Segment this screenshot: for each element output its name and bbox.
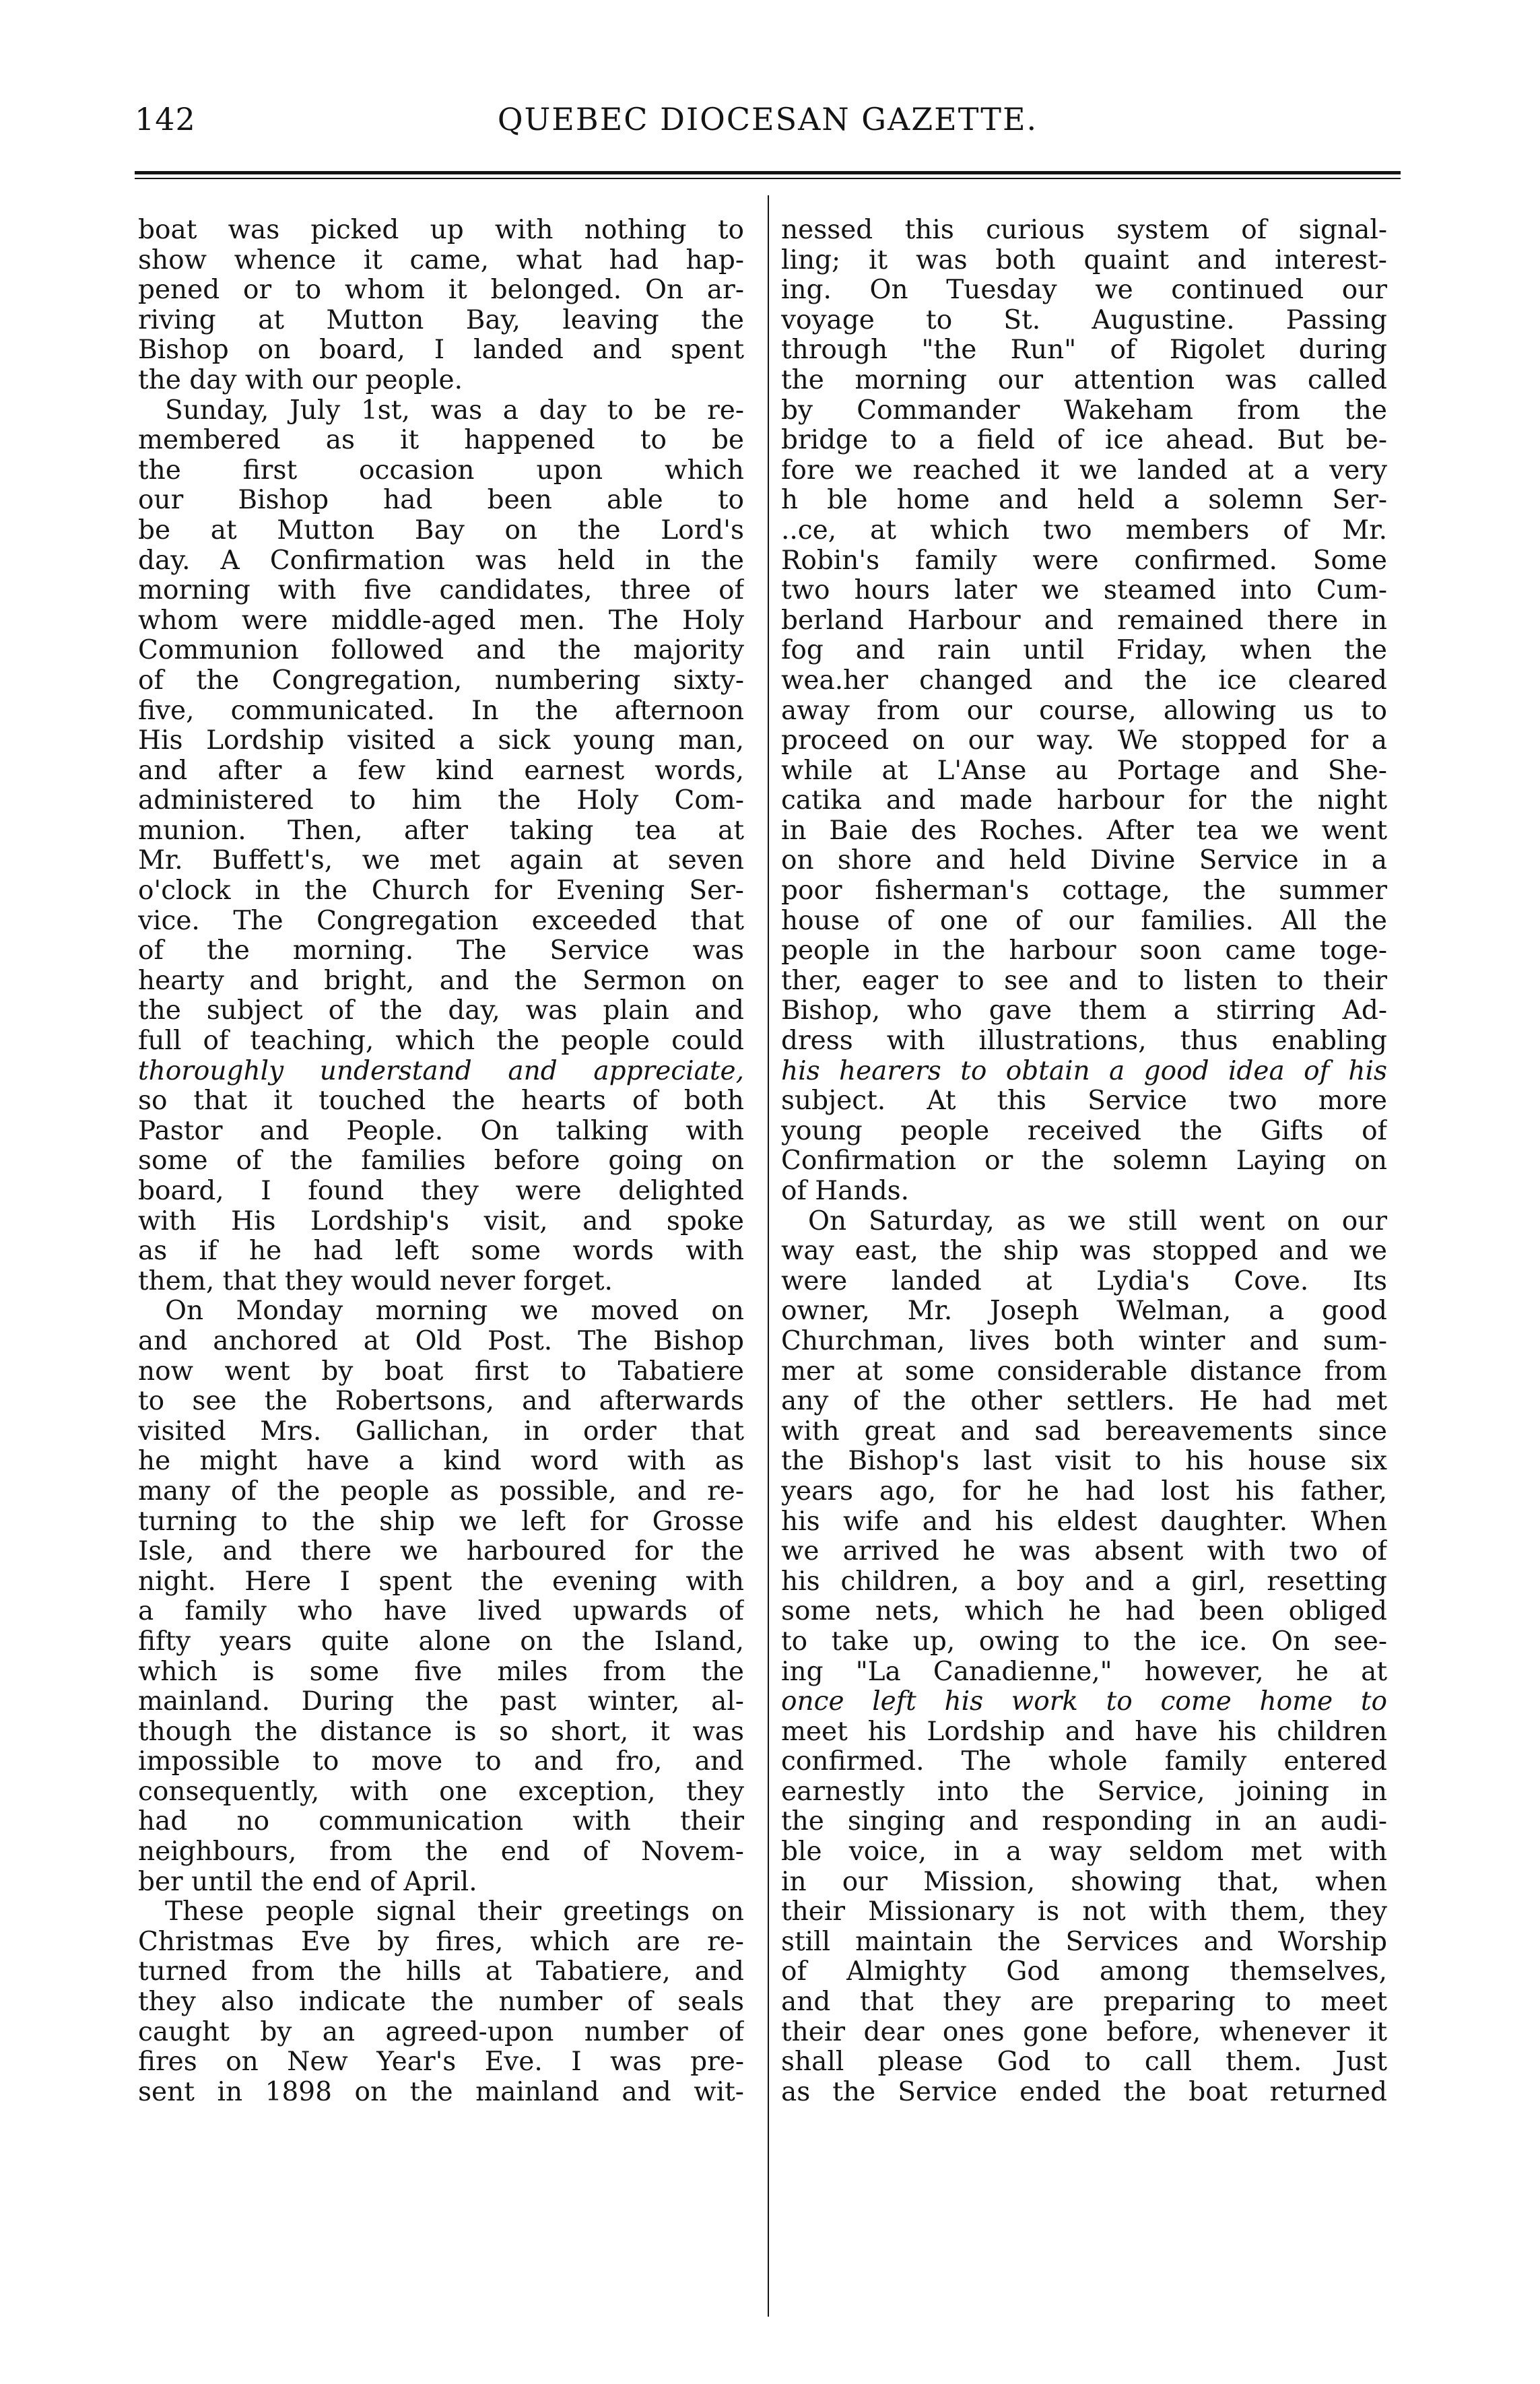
text-line: on shore and held Divine Service in a bbox=[781, 846, 1387, 876]
text-line: with great and sad bereavements since bbox=[781, 1416, 1387, 1447]
text-line: morning with five candidates, three of bbox=[138, 576, 744, 606]
text-line: Churchman, lives both winter and sum- bbox=[781, 1326, 1387, 1356]
text-line: ing. On Tuesday we continued our bbox=[781, 275, 1387, 306]
text-line: house of one of our families. All the bbox=[781, 906, 1387, 936]
right-column bbox=[781, 216, 1387, 2330]
header-rule-thick bbox=[135, 171, 1401, 174]
text-line: shall please God to call them. Just bbox=[781, 2047, 1387, 2078]
text-line: sent in 1898 on the mainland and wit- bbox=[138, 2077, 744, 2107]
text-line: pened or to whom it belonged. On ar- bbox=[138, 275, 744, 306]
text-line: to take up, owing to the ice. On see- bbox=[781, 1626, 1387, 1657]
text-line: meet his Lordship and have his children bbox=[781, 1717, 1387, 1747]
text-line: boat was picked up with nothing to bbox=[138, 216, 744, 245]
text-line: ble voice, in a way seldom met with bbox=[781, 1837, 1387, 1867]
text-line: Christmas Eve by fires, which are re- bbox=[138, 1927, 744, 1957]
text-line: years ago, for he had lost his father, bbox=[781, 1476, 1387, 1506]
text-line: Confirmation or the solemn Laying on bbox=[781, 1146, 1387, 1177]
text-line: and anchored at Old Post. The Bishop bbox=[138, 1326, 744, 1356]
text-line: voyage to St. Augustine. Passing bbox=[781, 305, 1387, 335]
text-line: the morning our attention was called bbox=[781, 365, 1387, 395]
text-line: some nets, which he had been obliged bbox=[781, 1597, 1387, 1627]
text-line: membered as it happened to be bbox=[138, 426, 744, 456]
text-line: mer at some considerable distance from bbox=[781, 1356, 1387, 1387]
text-line: hearty and bright, and the Sermon on bbox=[138, 966, 744, 996]
text-line: and after a few kind earnest words, bbox=[138, 756, 744, 786]
text-line: mainland. During the past winter, al- bbox=[138, 1687, 744, 1717]
text-line: he might have a kind word with as bbox=[138, 1447, 744, 1477]
text-line: of the morning. The Service was bbox=[138, 936, 744, 966]
text-line: our Bishop had been able to bbox=[138, 486, 744, 516]
text-line: fore we reached it we landed at a very bbox=[781, 455, 1387, 486]
text-line: impossible to move to and fro, and bbox=[138, 1747, 744, 1777]
text-line: board, I found they were delighted bbox=[138, 1177, 744, 1206]
text-line: by Commander Wakeham from the bbox=[781, 395, 1387, 426]
text-line: These people signal their greetings on bbox=[165, 1897, 744, 1927]
page-number: 142 bbox=[135, 101, 196, 137]
text-line: show whence it came, what had hap- bbox=[138, 245, 744, 275]
text-line: bridge to a field of ice ahead. But be- bbox=[781, 426, 1387, 456]
text-line: his children, a boy and a girl, resetting bbox=[781, 1566, 1387, 1597]
text-line: some of the families before going on bbox=[138, 1146, 744, 1177]
text-line: Mr. Buffett's, we met again at seven bbox=[138, 846, 744, 876]
text-line: poor fisherman's cottage, the summer bbox=[781, 876, 1387, 906]
header-rule-thin bbox=[135, 178, 1401, 179]
page-header bbox=[135, 101, 1401, 148]
text-line: the Bishop's last visit to his house six bbox=[781, 1447, 1387, 1477]
text-line: of Hands. bbox=[781, 1177, 910, 1206]
text-line: h ble home and held a solemn Ser- bbox=[781, 486, 1387, 516]
text-line: ..ce, at which two members of Mr. bbox=[781, 515, 1387, 545]
column-divider bbox=[768, 195, 769, 2317]
text-line: thoroughly understand and appreciate, bbox=[138, 1056, 744, 1086]
text-line: full of teaching, which the people could bbox=[138, 1026, 744, 1057]
text-line: turning to the ship we left for Grosse bbox=[138, 1506, 744, 1537]
text-line: day. A Confirmation was held in the bbox=[138, 545, 744, 576]
text-line: the subject of the day, was plain and bbox=[138, 996, 744, 1026]
text-line: the day with our people. bbox=[138, 365, 463, 395]
text-line: Sunday, July 1st, was a day to be re- bbox=[165, 395, 744, 426]
text-line: earnestly into the Service, joining in bbox=[781, 1777, 1387, 1807]
text-line: be at Mutton Bay on the Lord's bbox=[138, 515, 744, 545]
text-line: were landed at Lydia's Cove. Its bbox=[781, 1266, 1387, 1296]
text-line: Bishop on board, I landed and spent bbox=[138, 335, 744, 366]
text-line: which is some five miles from the bbox=[138, 1657, 744, 1687]
text-line: fifty years quite alone on the Island, bbox=[138, 1626, 744, 1657]
text-line: through "the Run" of Rigolet during bbox=[781, 335, 1387, 366]
text-line: them, that they would never forget. bbox=[138, 1266, 613, 1296]
text-line: owner, Mr. Joseph Welman, a good bbox=[781, 1296, 1387, 1327]
text-line: the first occasion upon which bbox=[138, 455, 744, 486]
text-line: catika and made harbour for the night bbox=[781, 786, 1387, 816]
text-line: ling; it was both quaint and interest- bbox=[781, 245, 1387, 275]
text-line: had no communication with their bbox=[138, 1807, 744, 1837]
text-line: o'clock in the Church for Evening Ser- bbox=[138, 876, 744, 906]
text-line: young people received the Gifts of bbox=[781, 1116, 1387, 1146]
text-line: now went by boat first to Tabatiere bbox=[138, 1356, 744, 1387]
text-line: of the Congregation, numbering sixty- bbox=[138, 665, 744, 696]
text-line: dress with illustrations, thus enabling bbox=[781, 1026, 1387, 1057]
text-line: confirmed. The whole family entered bbox=[781, 1747, 1387, 1777]
text-line: five, communicated. In the afternoon bbox=[138, 696, 744, 726]
text-line: as the Service ended the boat returned bbox=[781, 2077, 1387, 2107]
text-line: Robin's family were confirmed. Some bbox=[781, 545, 1387, 576]
text-line: proceed on our way. We stopped for a bbox=[781, 726, 1387, 756]
text-line: ther, eager to see and to listen to their bbox=[781, 966, 1387, 996]
text-line: munion. Then, after taking tea at bbox=[138, 816, 744, 846]
text-line: neighbours, from the end of Novem- bbox=[138, 1837, 744, 1867]
text-line: while at L'Anse au Portage and She- bbox=[781, 756, 1387, 786]
text-line: ing "La Canadienne," however, he at bbox=[781, 1657, 1387, 1687]
text-line: still maintain the Services and Worship bbox=[781, 1927, 1387, 1957]
text-line: turned from the hills at Tabatiere, and bbox=[138, 1957, 744, 1987]
text-line: in Baie des Roches. After tea we went bbox=[781, 816, 1387, 846]
text-line: consequently, with one exception, they bbox=[138, 1777, 744, 1807]
text-line: On Saturday, as we still went on our bbox=[808, 1206, 1387, 1236]
text-line: people in the harbour soon came toge- bbox=[781, 936, 1387, 966]
text-line: riving at Mutton Bay, leaving the bbox=[138, 305, 744, 335]
text-line: whom were middle-aged men. The Holy bbox=[138, 605, 744, 636]
left-column bbox=[138, 216, 744, 2330]
text-line: wea.her changed and the ice cleared bbox=[781, 665, 1387, 696]
text-line: Isle, and there we harboured for the bbox=[138, 1537, 744, 1567]
text-line: his hearers to obtain a good idea of his bbox=[781, 1056, 1387, 1086]
text-line: and that they are preparing to meet bbox=[781, 1987, 1387, 2018]
text-line: ber until the end of April. bbox=[138, 1867, 477, 1897]
text-line: fog and rain until Friday, when the bbox=[781, 636, 1387, 666]
text-line: a family who have lived upwards of bbox=[138, 1597, 744, 1627]
text-line: administered to him the Holy Com- bbox=[138, 786, 744, 816]
text-line: with His Lordship's visit, and spoke bbox=[138, 1206, 744, 1236]
text-line: any of the other settlers. He had met bbox=[781, 1387, 1387, 1417]
text-line: night. Here I spent the evening with bbox=[138, 1566, 744, 1597]
text-line: nessed this curious system of signal- bbox=[781, 216, 1387, 245]
text-line: though the distance is so short, it was bbox=[138, 1717, 744, 1747]
text-line: Bishop, who gave them a stirring Ad- bbox=[781, 996, 1387, 1026]
text-line: of Almighty God among themselves, bbox=[781, 1957, 1387, 1987]
text-line: berland Harbour and remained there in bbox=[781, 605, 1387, 636]
text-line: fires on New Year's Eve. I was pre- bbox=[138, 2047, 744, 2078]
text-line: his wife and his eldest daughter. When bbox=[781, 1506, 1387, 1537]
text-line: On Monday morning we moved on bbox=[165, 1296, 744, 1327]
text-line: His Lordship visited a sick young man, bbox=[138, 726, 744, 756]
text-line: they also indicate the number of seals bbox=[138, 1987, 744, 2018]
text-line: many of the people as possible, and re- bbox=[138, 1476, 744, 1506]
running-title: QUEBEC DIOCESAN GAZETTE. bbox=[497, 101, 1038, 137]
text-line: to see the Robertsons, and afterwards bbox=[138, 1387, 744, 1417]
text-line: their dear ones gone before, whenever it bbox=[781, 2017, 1387, 2047]
text-line: once left his work to come home to bbox=[781, 1687, 1387, 1717]
text-line: Pastor and People. On talking with bbox=[138, 1116, 744, 1146]
text-line: caught by an agreed-upon number of bbox=[138, 2017, 744, 2047]
text-line: away from our course, allowing us to bbox=[781, 696, 1387, 726]
text-line: the singing and responding in an audi- bbox=[781, 1807, 1387, 1837]
text-line: their Missionary is not with them, they bbox=[781, 1897, 1387, 1927]
text-line: so that it touched the hearts of both bbox=[138, 1086, 744, 1117]
text-line: vice. The Congregation exceeded that bbox=[138, 906, 744, 936]
text-line: way east, the ship was stopped and we bbox=[781, 1236, 1387, 1267]
text-line: we arrived he was absent with two of bbox=[781, 1537, 1387, 1567]
text-line: as if he had left some words with bbox=[138, 1236, 744, 1267]
text-line: Communion followed and the majority bbox=[138, 636, 744, 666]
text-line: in our Mission, showing that, when bbox=[781, 1867, 1387, 1897]
text-line: subject. At this Service two more bbox=[781, 1086, 1387, 1117]
text-line: visited Mrs. Gallichan, in order that bbox=[138, 1416, 744, 1447]
text-line: two hours later we steamed into Cum- bbox=[781, 576, 1387, 606]
